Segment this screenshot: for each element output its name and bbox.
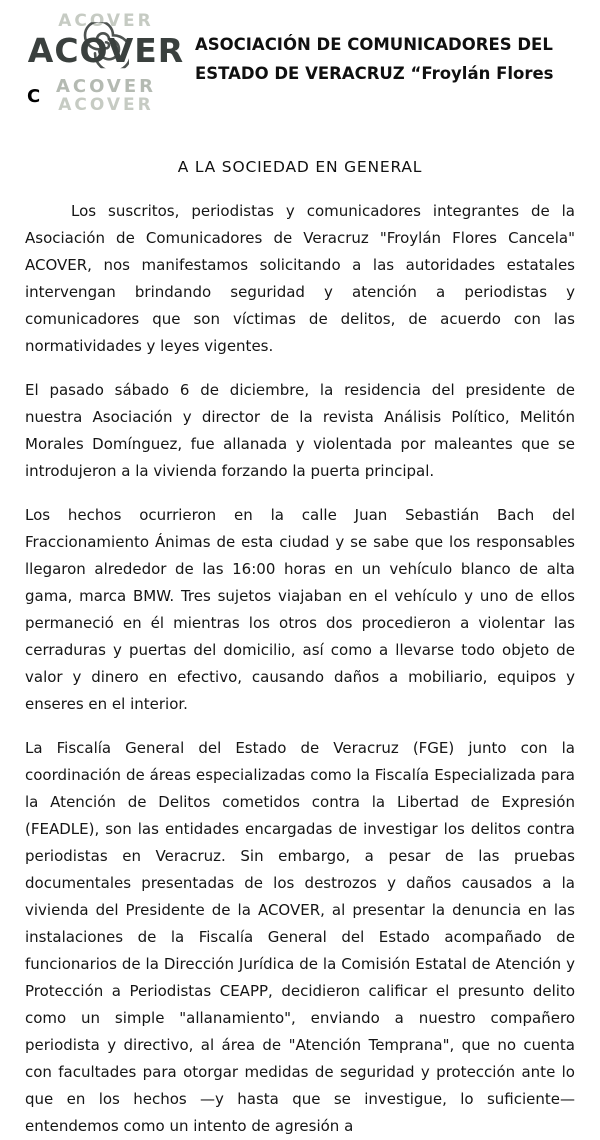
org-title-line-1: ASOCIACIÓN DE COMUNICADORES DEL	[195, 35, 553, 54]
letter-body	[25, 158, 575, 1140]
paragraph-1: Los suscritos, periodistas y comunicadores integrantes de la Asociación de Comunicadores de Veracruz "Froylán Flores Cancela" ACOVER, nos manifestamos solicitando a las autoridades estatales intervengan brindando seguridad y atención a periodistas y comunicadores que son víctimas de delitos, de acuerdo con las normatividades y leyes vigentes.	[25, 202, 575, 355]
paragraph-2: El pasado sábado 6 de diciembre, la residencia del presidente de nuestra Asociación y director de la revista Análisis Político, Melitón Morales Domínguez, fue allanada y violentada por maleantes que se introdujeron a la vivienda forzando la puerta principal.	[25, 381, 575, 480]
acover-logo	[25, 6, 187, 115]
logo-main-row	[25, 31, 187, 77]
logo-echo-bottom-2: ACOVER	[58, 95, 154, 115]
logo-echo-top: ACOVER	[58, 11, 154, 31]
stray-letter-c: C	[27, 86, 41, 107]
logo-echo-bottom-1: ACOVER	[55, 76, 157, 97]
letter-heading: A LA SOCIEDAD EN GENERAL	[177, 158, 423, 176]
org-title-line-2: ESTADO DE VERACRUZ “Froylán Flores	[195, 64, 554, 83]
paragraph-3: Los hechos ocurrieron en la calle Juan Sebastián Bach del Fraccionamiento Ánimas de esta ciudad y se sabe que los responsables llegaron alrededor de las 16:00 horas en un vehículo blanco de alta gama, marca BMW. Tres sujetos viajaban en el vehículo y uno de ellos permaneció en él mientras los otros dos procedieron a violentar las cerraduras y puertas del domicilio, así como a llevarse todo objeto de valor y dinero en efectivo, causando daños a mobiliario, equipos y enseres en el interior.	[25, 506, 575, 713]
letterhead	[25, 6, 575, 126]
logo-wordmark: ACOVER	[27, 31, 185, 70]
org-title	[195, 30, 554, 88]
paragraph-4: La Fiscalía General del Estado de Veracruz (FGE) junto con la coordinación de áreas especializadas como la Fiscalía Especializada para la Atención de Delitos cometidos contra la Libertad de Expresión (FEADLE), son las entidades encargadas de investigar los delitos contra periodistas en Veracruz. Sin embargo, a pesar de las pruebas documentales presentadas de los destrozos y daños causados a la vivienda del Presidente de la ACOVER, al presentar la denuncia en las instalaciones de la Fiscalía General del Estado acompañado de funcionarios de la Dirección Jurídica de la Comisión Estatal de Atención y Protección a Periodistas CEAPP, decidieron calificar el presunto delito como un simple "allanamiento", enviando a nuestro compañero periodista y directivo, al área de "Atención Temprana", que no cuenta con facultades para otorgar medidas de seguridad y protección ante lo que en los hechos —y hasta que se investigue, lo suficiente— entendemos como un intento de agresión a	[25, 739, 575, 1135]
